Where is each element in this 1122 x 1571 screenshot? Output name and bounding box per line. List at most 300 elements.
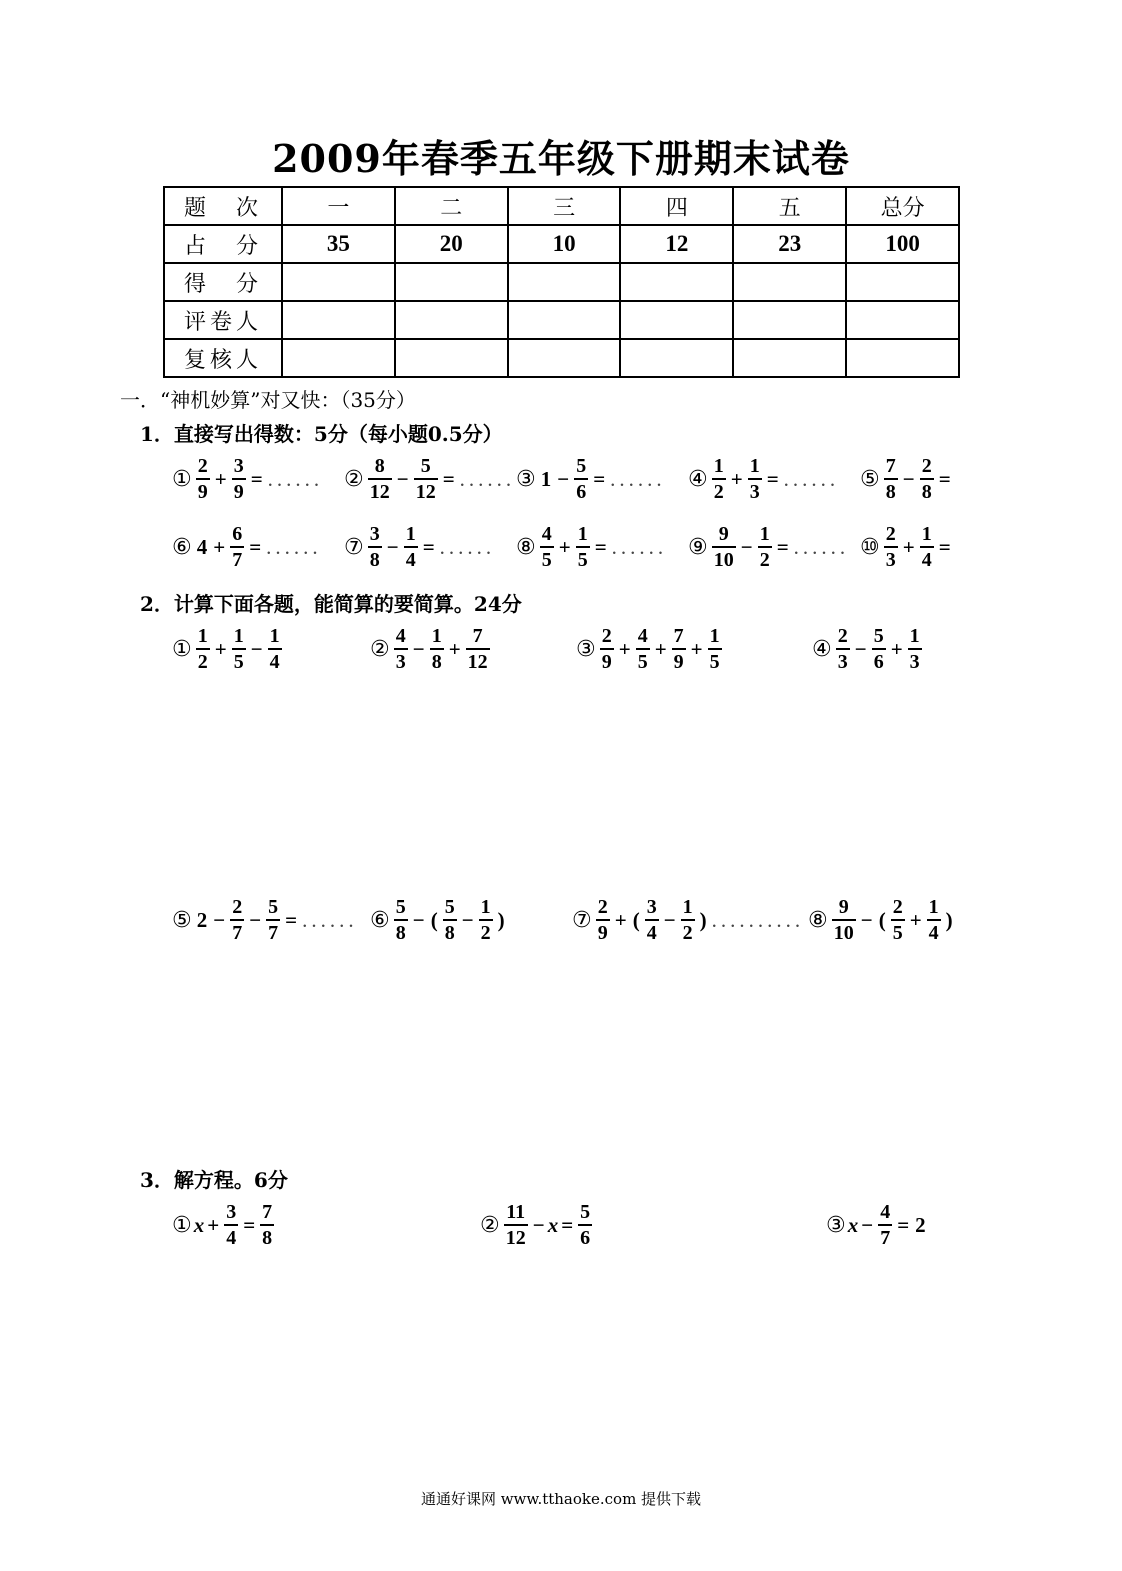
question-1-row-2: [172, 524, 972, 574]
fraction-numerator: 5: [576, 455, 587, 477]
equation-3-3: [826, 1202, 929, 1248]
fraction: [712, 456, 726, 502]
fraction-denominator: 3: [908, 648, 922, 672]
fraction: [596, 897, 610, 943]
score-table: [163, 186, 960, 378]
expression: [808, 897, 956, 943]
score-table-row: [164, 301, 959, 339]
fraction-denominator: 8: [260, 1224, 274, 1248]
fraction-denominator: 7: [230, 546, 244, 570]
item-number: ⑩: [860, 534, 880, 560]
fraction-denominator: 12: [504, 1224, 528, 1248]
score-table-cell[interactable]: [282, 339, 395, 377]
item-number: ②: [370, 636, 390, 662]
operator: −: [854, 636, 867, 661]
fraction: [394, 626, 408, 672]
fraction: [540, 524, 554, 570]
expression: [576, 626, 724, 672]
operator: +: [902, 534, 915, 559]
item-number: ⑦: [344, 534, 364, 560]
operator: −: [250, 636, 263, 661]
fraction-denominator: 10: [832, 919, 856, 943]
answer-blank: ......: [302, 907, 358, 932]
operator: +: [614, 907, 627, 932]
operator: +: [214, 636, 227, 661]
integer: 1: [540, 466, 552, 491]
fraction: [884, 524, 898, 570]
fraction-numerator: 1: [431, 625, 442, 647]
fraction-numerator: 5: [420, 455, 431, 477]
fraction: [368, 456, 392, 502]
integer: 2: [915, 1212, 926, 1237]
fraction-numerator: 1: [405, 523, 416, 545]
item-number: ⑧: [808, 907, 828, 933]
score-table-cell: 23: [733, 225, 846, 263]
parenthesis: ): [699, 907, 707, 932]
item-number: ①: [172, 1212, 192, 1238]
calc-item: [172, 524, 322, 570]
calc-item: [344, 524, 495, 570]
fraction-numerator: 7: [885, 455, 896, 477]
fraction-denominator: 2: [712, 478, 726, 502]
item-number: ③: [516, 466, 536, 492]
fraction-numerator: 1: [480, 896, 491, 918]
fraction-numerator: 4: [880, 1201, 891, 1223]
fraction: [576, 524, 590, 570]
fraction: [927, 897, 941, 943]
fraction-numerator: 11: [506, 1201, 526, 1223]
operator: −: [249, 907, 262, 932]
operator: −: [902, 466, 915, 491]
fraction-denominator: 12: [466, 648, 490, 672]
equals-sign: =: [250, 466, 263, 491]
fraction-denominator: 4: [224, 1224, 238, 1248]
fraction-numerator: 1: [709, 625, 720, 647]
parenthesis: (: [632, 907, 640, 932]
question-3-heading: 3．解方程。6分: [140, 1168, 288, 1192]
fraction: [414, 456, 438, 502]
score-table-cell: 四: [620, 187, 733, 225]
fraction: [920, 456, 934, 502]
fraction-denominator: 6: [872, 648, 886, 672]
fraction: [232, 456, 246, 502]
calc-item: [516, 524, 667, 570]
fraction: [232, 626, 246, 672]
operator: −: [740, 534, 753, 559]
operator: +: [213, 534, 226, 559]
score-table-cell[interactable]: [282, 301, 395, 339]
fraction-numerator: 4: [637, 625, 648, 647]
variable-x: x: [847, 1212, 859, 1237]
fraction-denominator: 7: [266, 919, 280, 943]
fraction-numerator: 5: [444, 896, 455, 918]
fraction-denominator: 9: [196, 478, 210, 502]
fraction-denominator: 6: [574, 478, 588, 502]
calc-item: [172, 456, 323, 502]
score-table-cell: 五: [733, 187, 846, 225]
fraction: [578, 1202, 592, 1248]
score-table-cell[interactable]: [620, 301, 733, 339]
calc-item: [516, 456, 666, 502]
fraction-denominator: 4: [268, 648, 282, 672]
fraction-denominator: 2: [196, 648, 210, 672]
fraction-numerator: 7: [673, 625, 684, 647]
equals-sign: =: [776, 534, 789, 559]
fraction-numerator: 1: [233, 625, 244, 647]
item-number: ⑥: [172, 534, 192, 560]
fraction-numerator: 1: [928, 896, 939, 918]
fraction: [872, 626, 886, 672]
fraction: [600, 626, 614, 672]
answer-blank: ......: [793, 534, 850, 559]
fraction-numerator: 1: [921, 523, 932, 545]
fraction: [574, 456, 588, 502]
fraction-denominator: 7: [230, 919, 244, 943]
operator: +: [207, 1212, 220, 1237]
fraction-numerator: 5: [268, 896, 279, 918]
score-table-cell[interactable]: [395, 263, 508, 301]
fraction-denominator: 8: [920, 478, 934, 502]
score-table-cell[interactable]: [846, 339, 959, 377]
equals-sign: =: [593, 466, 606, 491]
expression: [172, 897, 358, 943]
fraction: [466, 626, 490, 672]
operator: =: [285, 907, 298, 932]
question-2-heading: 2．计算下面各题，能简算的要简算。24分: [140, 592, 522, 616]
fraction-numerator: 1: [759, 523, 770, 545]
answer-blank: ......: [610, 466, 666, 491]
fraction-numerator: 9: [838, 896, 849, 918]
fraction: [908, 626, 922, 672]
fraction-numerator: 2: [597, 896, 608, 918]
fraction: [479, 897, 493, 943]
problem-2-1: [172, 626, 284, 672]
fraction-denominator: 5: [576, 546, 590, 570]
fraction: [430, 626, 444, 672]
fraction-numerator: 5: [395, 896, 406, 918]
score-table-cell[interactable]: [733, 263, 846, 301]
parenthesis: ): [497, 907, 505, 932]
answer-blank: ......: [459, 466, 516, 491]
score-table-cell: 三: [508, 187, 621, 225]
score-table-row-label: 得 分: [164, 263, 282, 301]
fraction: [832, 897, 856, 943]
fraction: [368, 524, 382, 570]
fraction-denominator: 8: [430, 648, 444, 672]
score-table-cell[interactable]: [620, 339, 733, 377]
score-table-row: [164, 339, 959, 377]
fraction-numerator: 3: [369, 523, 380, 545]
fraction: [758, 524, 772, 570]
operator: −: [386, 534, 399, 559]
operator: +: [214, 466, 227, 491]
variable-x: x: [193, 1212, 205, 1237]
score-table-cell: 10: [508, 225, 621, 263]
score-table-cell[interactable]: [282, 263, 395, 301]
item-number: ④: [688, 466, 708, 492]
score-table-row: [164, 187, 959, 225]
score-table-cell: 一: [282, 187, 395, 225]
section-1-heading: 一．“神机妙算”对又快：（35分）: [120, 388, 416, 412]
score-table-row-label: 复核人: [164, 339, 282, 377]
fraction: [708, 626, 722, 672]
problem-2-7: [572, 897, 804, 943]
fraction-denominator: 2: [681, 919, 695, 943]
fraction-numerator: 5: [873, 625, 884, 647]
calc-item: [688, 524, 849, 570]
operator: −: [663, 907, 676, 932]
fraction-numerator: 2: [232, 896, 243, 918]
item-number: ④: [812, 636, 832, 662]
operator: +: [909, 907, 922, 932]
score-table-cell[interactable]: [508, 339, 621, 377]
item-number: ⑥: [370, 907, 390, 933]
question-1-row-1: [172, 456, 972, 506]
item-number: ②: [480, 1212, 500, 1238]
fraction-denominator: 5: [708, 648, 722, 672]
fraction-denominator: 12: [414, 478, 438, 502]
operator: +: [654, 636, 667, 661]
operator: −: [860, 907, 873, 932]
operator: −: [396, 466, 409, 491]
score-table-cell[interactable]: [733, 339, 846, 377]
problem-2-8: [808, 897, 956, 943]
fraction-denominator: 4: [645, 919, 659, 943]
fraction: [404, 524, 418, 570]
operator: +: [618, 636, 631, 661]
score-table-cell[interactable]: [395, 301, 508, 339]
equals-sign: =: [938, 466, 951, 491]
score-table-cell: 35: [282, 225, 395, 263]
fraction-denominator: 9: [672, 648, 686, 672]
answer-blank: ......: [267, 466, 324, 491]
expression: [370, 897, 508, 943]
fraction-denominator: 6: [578, 1224, 592, 1248]
item-number: ③: [576, 636, 596, 662]
exam-title: 2009年春季五年级下册期末试卷: [272, 136, 850, 181]
equals-sign: =: [442, 466, 455, 491]
fraction-denominator: 12: [368, 478, 392, 502]
operator: =: [243, 1212, 256, 1237]
footer-source: 通通好课网 www.tthaoke.com 提供下载: [420, 1490, 702, 1508]
answer-blank: ......: [439, 534, 496, 559]
operator: +: [448, 636, 461, 661]
fraction: [712, 524, 736, 570]
fraction-numerator: 2: [197, 455, 208, 477]
score-table-cell[interactable]: [395, 339, 508, 377]
score-table-cell: 二: [395, 187, 508, 225]
fraction-numerator: 4: [541, 523, 552, 545]
fraction-denominator: 3: [394, 648, 408, 672]
fraction-denominator: 3: [836, 648, 850, 672]
fraction-denominator: 3: [884, 546, 898, 570]
fraction: [748, 456, 762, 502]
operator: −: [461, 907, 474, 932]
fraction-denominator: 9: [596, 919, 610, 943]
operator: −: [412, 907, 425, 932]
fraction: [672, 626, 686, 672]
score-table-cell[interactable]: [846, 301, 959, 339]
parenthesis: (: [430, 907, 438, 932]
fraction: [394, 897, 408, 943]
item-number: ①: [172, 466, 192, 492]
operator: −: [412, 636, 425, 661]
expression: [172, 1202, 276, 1248]
expression: [812, 626, 924, 672]
score-table-row-label: 占 分: [164, 225, 282, 263]
fraction: [645, 897, 659, 943]
fraction-denominator: 5: [891, 919, 905, 943]
integer: 4: [196, 534, 208, 559]
fraction: [884, 456, 898, 502]
fraction-denominator: 5: [232, 648, 246, 672]
expression: [826, 1202, 929, 1248]
fraction-numerator: 2: [892, 896, 903, 918]
problem-2-2: [370, 626, 492, 672]
fraction: [443, 897, 457, 943]
fraction: [266, 897, 280, 943]
answer-blank: ......: [611, 534, 668, 559]
operator: +: [730, 466, 743, 491]
equation-3-2: [480, 1202, 594, 1248]
fraction-denominator: 9: [600, 648, 614, 672]
expression: [480, 1202, 594, 1248]
operator: −: [532, 1212, 545, 1237]
fraction-denominator: 10: [712, 546, 736, 570]
fraction-denominator: 5: [540, 546, 554, 570]
fraction-denominator: 7: [878, 1224, 892, 1248]
fraction: [836, 626, 850, 672]
fraction-numerator: 3: [233, 455, 244, 477]
equals-sign: =: [766, 466, 779, 491]
fraction-numerator: 1: [682, 896, 693, 918]
score-table-cell: 20: [395, 225, 508, 263]
operator: −: [213, 907, 226, 932]
calc-item: [860, 524, 954, 570]
score-table-cell[interactable]: [508, 263, 621, 301]
variable-x: x: [547, 1212, 559, 1237]
question-1-heading: 1．直接写出得数：5分（每小题0.5分）: [140, 422, 503, 446]
item-number: ⑤: [172, 907, 192, 933]
fraction: [196, 626, 210, 672]
calc-item: [344, 456, 515, 502]
fraction-numerator: 4: [395, 625, 406, 647]
fraction-numerator: 2: [601, 625, 612, 647]
expression: [572, 897, 804, 943]
score-table-cell[interactable]: [846, 263, 959, 301]
item-number: ②: [344, 466, 364, 492]
score-table-cell[interactable]: [733, 301, 846, 339]
score-table-row-label: 评卷人: [164, 301, 282, 339]
fraction-denominator: 8: [394, 919, 408, 943]
fraction-numerator: 1: [713, 455, 724, 477]
fraction: [268, 626, 282, 672]
fraction-numerator: 3: [226, 1201, 237, 1223]
score-table-row: [164, 225, 959, 263]
fraction-numerator: 8: [374, 455, 385, 477]
score-table-cell: 12: [620, 225, 733, 263]
item-number: ⑦: [572, 907, 592, 933]
equals-sign: =: [422, 534, 435, 559]
fraction-numerator: 2: [921, 455, 932, 477]
item-number: ③: [826, 1212, 846, 1238]
fraction-numerator: 9: [718, 523, 729, 545]
score-table-cell[interactable]: [508, 301, 621, 339]
problem-2-4: [812, 626, 924, 672]
fraction: [681, 897, 695, 943]
score-table-cell: 100: [846, 225, 959, 263]
fraction-numerator: 1: [577, 523, 588, 545]
operator: +: [558, 534, 571, 559]
fraction: [891, 897, 905, 943]
score-table-cell: 总分: [846, 187, 959, 225]
problem-2-5: [172, 897, 358, 943]
fraction-denominator: 3: [748, 478, 762, 502]
fraction-numerator: 1: [197, 625, 208, 647]
calc-item: [688, 456, 839, 502]
equation-3-1: [172, 1202, 276, 1248]
fraction: [196, 456, 210, 502]
fraction: [224, 1202, 238, 1248]
fraction-numerator: 7: [262, 1201, 273, 1223]
fraction-denominator: 2: [479, 919, 493, 943]
operator: −: [861, 1212, 874, 1237]
fraction: [920, 524, 934, 570]
fraction-numerator: 1: [749, 455, 760, 477]
parenthesis: ): [945, 907, 953, 932]
fraction-denominator: 4: [404, 546, 418, 570]
fraction-denominator: 8: [884, 478, 898, 502]
fraction-numerator: 2: [885, 523, 896, 545]
fraction-numerator: 1: [269, 625, 280, 647]
operator: =: [561, 1212, 574, 1237]
problem-2-3: [576, 626, 724, 672]
item-number: ⑤: [860, 466, 880, 492]
fraction: [230, 897, 244, 943]
fraction: [230, 524, 244, 570]
expression: [172, 626, 284, 672]
fraction-denominator: 5: [636, 648, 650, 672]
fraction: [878, 1202, 892, 1248]
expression: [370, 626, 492, 672]
problem-2-6: [370, 897, 508, 943]
answer-blank: ......: [783, 466, 840, 491]
fraction-numerator: 5: [580, 1201, 591, 1223]
fraction-numerator: 6: [232, 523, 243, 545]
item-number: ①: [172, 636, 192, 662]
score-table-row-label: 题 次: [164, 187, 282, 225]
operator: +: [690, 636, 703, 661]
answer-blank: ......: [266, 534, 322, 559]
fraction-denominator: 2: [758, 546, 772, 570]
calc-item: [860, 456, 954, 502]
equals-sign: =: [594, 534, 607, 559]
operator: =: [897, 1212, 910, 1237]
fraction-denominator: 9: [232, 478, 246, 502]
fraction-numerator: 1: [909, 625, 920, 647]
fraction-numerator: 3: [646, 896, 657, 918]
fraction: [636, 626, 650, 672]
item-number: ⑧: [516, 534, 536, 560]
fraction: [260, 1202, 274, 1248]
integer: 2: [196, 907, 208, 932]
fraction-numerator: 7: [472, 625, 483, 647]
fraction-denominator: 8: [443, 919, 457, 943]
score-table-cell[interactable]: [620, 263, 733, 301]
score-table-row: [164, 263, 959, 301]
fraction-denominator: 4: [920, 546, 934, 570]
fraction: [504, 1202, 528, 1248]
